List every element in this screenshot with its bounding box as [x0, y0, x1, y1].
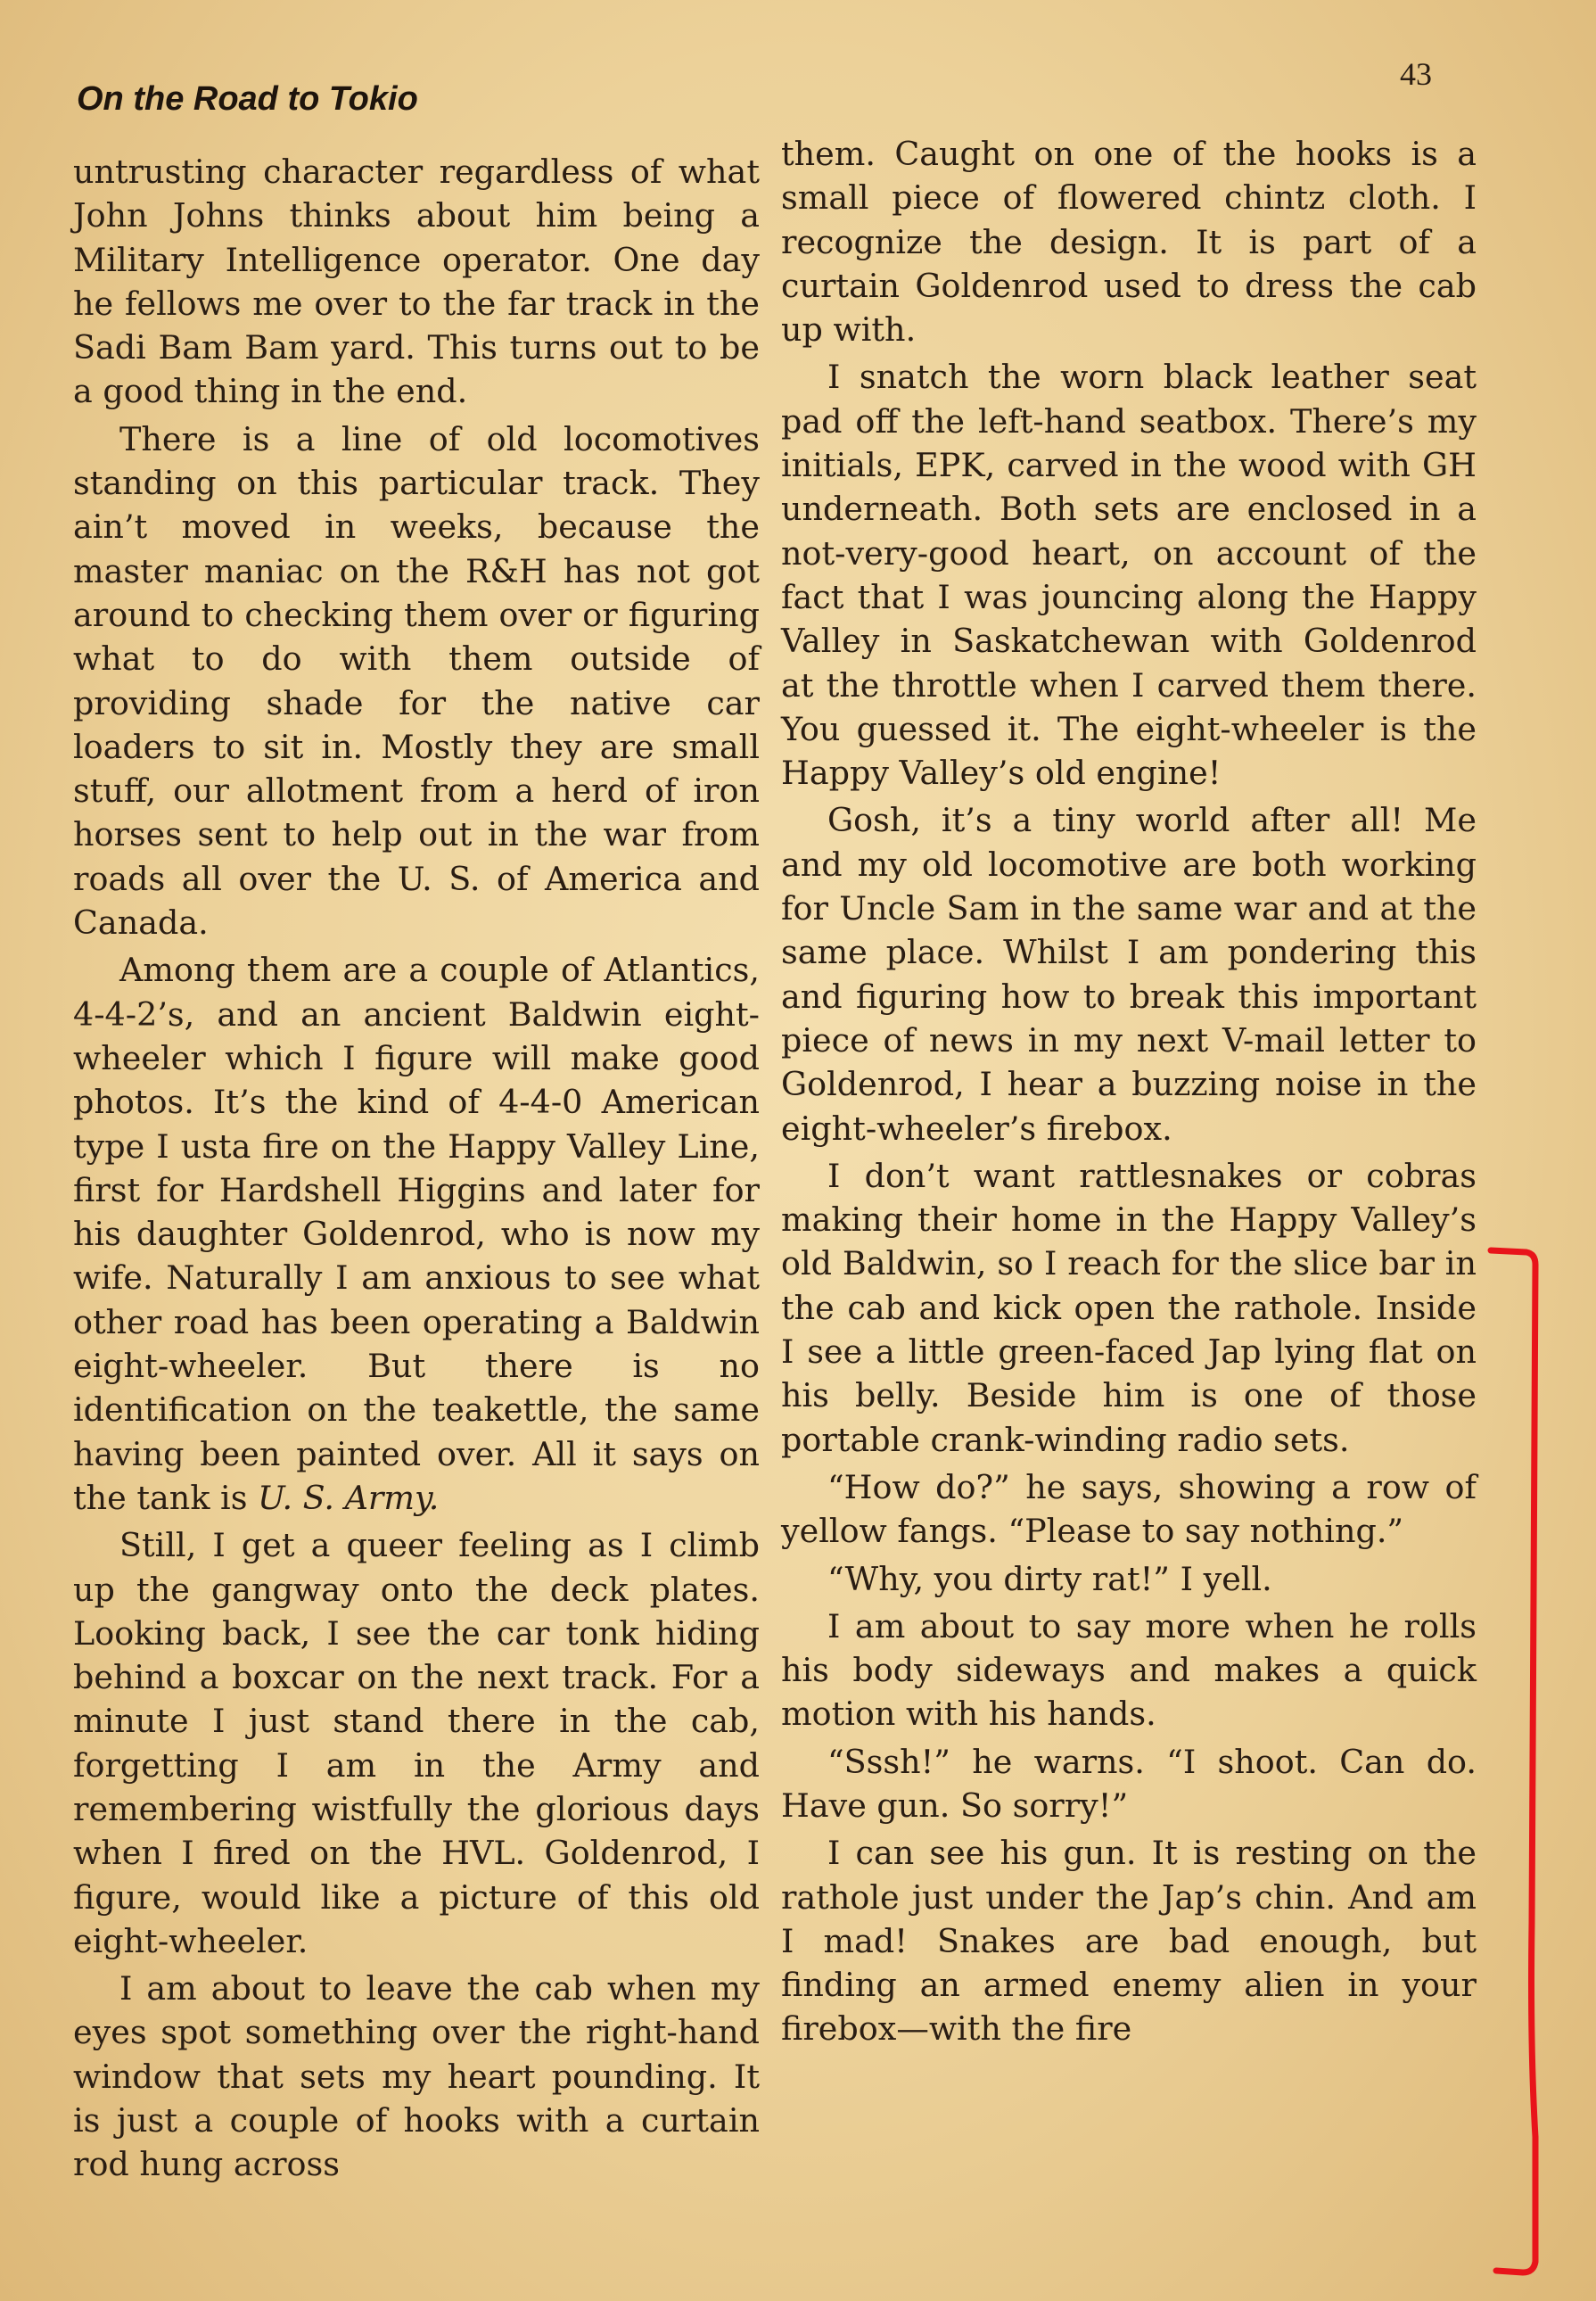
left-column	[73, 150, 760, 2187]
paragraph: “How do?” he says, showing a row of yellow fangs. “Please to say nothing.”	[781, 1467, 1477, 1551]
red-bracket-annotation	[1487, 1245, 1543, 2280]
paragraph: I am about to say more when he rolls his body sideways and makes a quick motion with his hands.	[781, 1606, 1477, 1734]
running-head: On the Road to Tokio	[77, 80, 418, 118]
paragraph: There is a line of old locomotives standing on this particular track. They ain’t moved in weeks, because the master maniac on the R&H has not got around to checking them over or figuring what to do with them outside of providing shade for the native car loaders to sit in. Mostly they are small stuff, our allotment from a herd of iron horses sent to help out in the war from roads all over the U. S. of America and Canada.	[73, 419, 760, 943]
paragraph: “Sssh!” he warns. “I shoot. Can do. Have gun. So sorry!”	[781, 1742, 1477, 1825]
italic-text: U. S. Army.	[258, 1478, 440, 1517]
paragraph	[73, 948, 760, 1520]
page-number: 43	[1400, 56, 1432, 92]
paragraph: I don’t want rattlesnakes or cobras making their home in the Happy Valley’s old Baldwin, so I reach for the slice bar in the cab and kick open the rathole. Inside I see a little green-faced Jap lying flat on his belly. Beside him is one of those portable crank-winding radio sets.	[781, 1156, 1477, 1459]
paragraph: I snatch the worn black leather seat pad off the left-hand seatbox. There’s my initials, EPK, carved in the wood with GH underneath. Both sets are enclosed in a not-very-good heart, on account of the fact that I was jouncing along the Happy Valley in Saskatchewan with Goldenrod at the throttle when I carved them there. You guessed it. The eight-wheeler is the Happy Valley’s old engine!	[781, 358, 1477, 793]
paragraph: I am about to leave the cab when my eyes spot something over the right-hand window that sets my heart pounding. It is just a couple of hooks with a curtain rod hung across	[73, 1969, 760, 2184]
paragraph: Gosh, it’s a tiny world after all! Me and my old locomotive are both working for Uncle Sam in the same war and at the same place. Whilst I am pondering this and figuring how to break this important piece of news in my next V-mail letter to Goldenrod, I hear a buzzing noise in the eight-wheeler’s firebox.	[781, 801, 1477, 1148]
paragraph: them. Caught on one of the hooks is a small piece of flowered chintz cloth. I recognize the design. It is part of a curtain Goldenrod used to dress the cab up with.	[781, 135, 1477, 350]
paragraph: Still, I get a queer feeling as I climb up the gangway onto the deck plates. Looking back, I see the car tonk hiding behind a boxcar on the next track. For a minute I just stand there in the cab, forgetting I am in the Army and remembering wistfully the glorious days when I fired on the HVL. Goldenrod, I figure, would like a picture of this old eight-wheeler.	[73, 1526, 760, 1960]
paragraph: “Why, you dirty rat!” I yell.	[827, 1559, 1272, 1598]
paragraph: untrusting character regardless of what John Johns thinks about him being a Military Intelligence operator. One day he fellows me over to the far track in the Sadi Bam Bam yard. This turns out to be a good thing in the end.	[73, 153, 760, 411]
right-column	[781, 132, 1477, 2051]
paragraph-text: Among them are a couple of Atlantics, 4-4-2’s, and an ancient Baldwin eight-wheeler which I figure will make good photos. It’s the kind of 4-4-0 American type I usta fire on the Happy Valley Line, first for Hardshell Higgins and later for his daughter Goldenrod, who is now my wife. Naturally I am anxious to see what other road has been operating a Baldwin eight-wheeler. But there is no identification on the teakettle, the same having been painted over. All it says on the tank is	[73, 951, 760, 1517]
paragraph: I can see his gun. It is resting on the rathole just under the Jap’s chin. And am I mad! Snakes are bad enough, but finding an armed enemy alien in your firebox—with the fire	[781, 1834, 1477, 2049]
